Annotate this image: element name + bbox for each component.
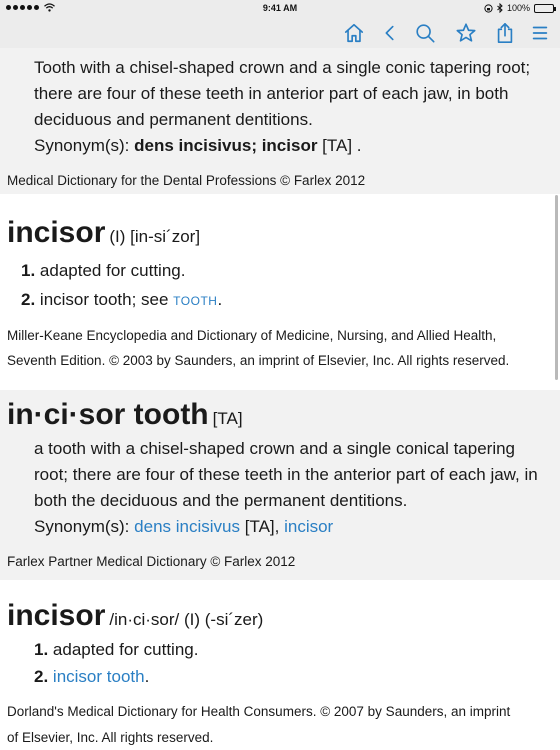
home-icon — [343, 22, 365, 44]
pronunciation: /in·ci·sor/ (I) (-si´zer) — [109, 610, 264, 629]
entry-dental — [0, 48, 560, 194]
battery-percent: 100% — [506, 3, 530, 13]
synonyms-line — [34, 517, 333, 537]
definition-item — [34, 640, 198, 660]
headword — [7, 216, 200, 250]
incisor-link[interactable]: incisor — [284, 517, 334, 536]
home-button[interactable] — [341, 20, 367, 46]
synonyms-value: dens incisivus; incisor — [134, 136, 318, 155]
synonyms-line — [34, 136, 362, 156]
entry-miller-keane — [0, 194, 560, 390]
definition-text: adapted for cutting. — [52, 640, 199, 659]
definition-line: Tooth with a chisel-shaped crown and a single conic tapering root; — [34, 58, 531, 77]
headword-text: incisor — [7, 599, 106, 632]
source-citation: of Elsevier, Inc. All rights reserved. — [7, 730, 214, 745]
definition-number: 2. — [34, 667, 49, 686]
tooth-link[interactable]: TOOTH — [173, 294, 218, 308]
headword — [7, 398, 243, 432]
search-icon — [414, 22, 436, 44]
synonyms-tag: [TA], — [244, 517, 280, 536]
definition-line: deciduous and permanent dentitions. — [34, 110, 313, 129]
battery-icon — [534, 4, 554, 13]
source-citation: Dorland's Medical Dictionary for Health Consumers. © 2007 by Saunders, an imprint — [7, 704, 511, 719]
entry-farlex-partner — [0, 390, 560, 580]
back-icon — [379, 22, 401, 44]
status-bar — [0, 0, 560, 16]
incisor-tooth-link[interactable]: incisor tooth — [52, 667, 145, 686]
definition-item — [21, 290, 222, 310]
headword-text: incisor — [7, 216, 106, 249]
back-button[interactable] — [377, 20, 403, 46]
definition-line: root; there are four of these teeth in the anterior part of each jaw, in — [34, 465, 538, 484]
scrollbar[interactable] — [555, 195, 558, 380]
definition-number: 1. — [34, 640, 49, 659]
definition-item — [34, 667, 149, 687]
definition-number: 1. — [21, 261, 36, 280]
dens-incisivus-link[interactable]: dens incisivus — [134, 517, 240, 536]
source-citation: Medical Dictionary for the Dental Professions © Farlex 2012 — [7, 173, 366, 188]
source-citation: Seventh Edition. © 2003 by Saunders, an imprint of Elsevier, Inc. All rights reserved. — [7, 353, 510, 368]
definition-line: both the deciduous and the permanent dentitions. — [34, 491, 408, 510]
pronunciation: (I) [in-si´zor] — [109, 227, 201, 246]
status-right — [484, 3, 554, 13]
definition-number: 2. — [21, 290, 36, 309]
favorite-button[interactable] — [453, 20, 479, 46]
menu-button[interactable] — [527, 20, 553, 46]
definition-line: a tooth with a chisel-shaped crown and a single conical tapering — [34, 439, 516, 458]
source-citation: Miller-Keane Encyclopedia and Dictionary of Medicine, Nursing, and Allied Health, — [7, 328, 497, 343]
bluetooth-icon — [497, 3, 503, 13]
definition-line: there are four of these teeth in anterior part of each jaw, in both — [34, 84, 509, 103]
star-icon — [455, 22, 477, 44]
synonyms-label: Synonym(s): — [34, 136, 130, 155]
definition-item — [21, 261, 185, 281]
definition-text: incisor tooth; see — [39, 290, 169, 309]
definition-tail: . — [217, 290, 223, 309]
definition-tail: . — [144, 667, 150, 686]
toolbar — [0, 16, 560, 48]
share-icon — [494, 22, 516, 44]
clock: 9:41 AM — [262, 3, 298, 13]
source-citation: Farlex Partner Medical Dictionary © Farlex 2012 — [7, 554, 296, 569]
rotation-lock-icon — [484, 4, 493, 13]
menu-icon — [529, 22, 551, 44]
search-button[interactable] — [412, 20, 438, 46]
entry-dorland — [0, 580, 560, 750]
synonyms-label: Synonym(s): — [34, 517, 130, 536]
definition-text: adapted for cutting. — [39, 261, 186, 280]
tag: [TA] — [212, 409, 243, 428]
share-button[interactable] — [492, 20, 518, 46]
synonyms-tag: [TA] . — [322, 136, 362, 155]
headword-text: in·ci·sor tooth — [7, 398, 209, 431]
headword — [7, 599, 263, 633]
